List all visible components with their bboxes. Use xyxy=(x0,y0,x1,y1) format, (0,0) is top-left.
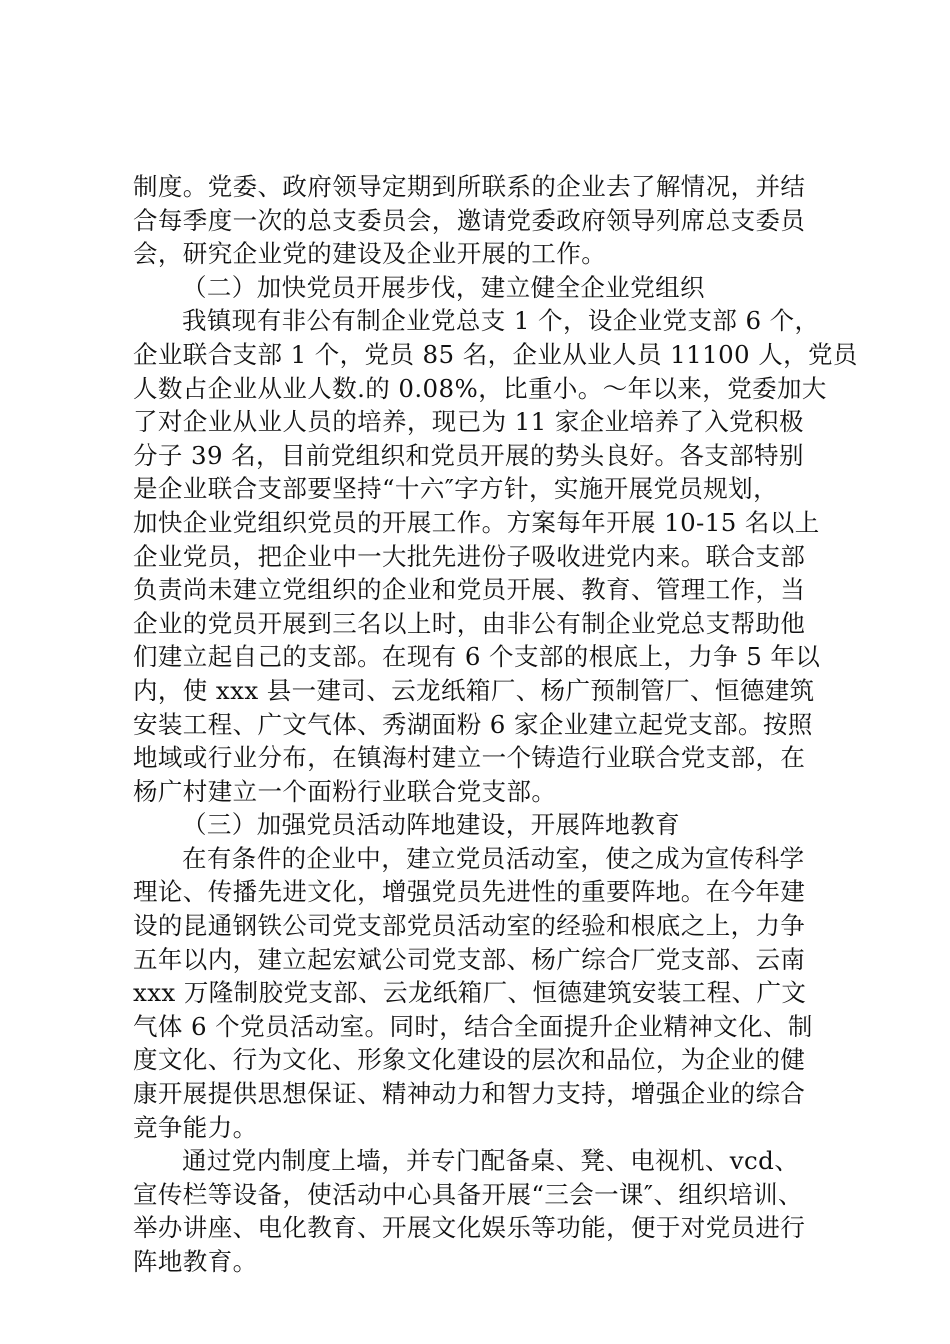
text-line: 会，研究企业党的建设及企业开展的工作。 xyxy=(133,239,607,269)
text-line: 五年以内，建立起宏斌公司党支部、杨广综合厂党支部、云南 xyxy=(133,944,806,974)
text-line: 负责尚未建立党组织的企业和党员开展、教育、管理工作，当 xyxy=(133,575,806,605)
text-line: （二）加快党员开展步伐，建立健全企业党组织 xyxy=(182,272,705,302)
text-line: 举办讲座、电化教育、开展文化娱乐等功能，便于对党员进行 xyxy=(133,1213,806,1243)
text-line: 内，使 xxx 县一建司、云龙纸箱厂、杨广预制管厂、恒德建筑 xyxy=(133,675,815,705)
text-line: 设的昆通钢铁公司党支部党员活动室的经验和根底之上，力争 xyxy=(133,911,806,941)
text-line: 宣传栏等设备，使活动中心具备开展“三会一课″、组织培训、 xyxy=(133,1179,803,1209)
text-line: 企业的党员开展到三名以上时，由非公有制企业党总支帮助他 xyxy=(133,608,806,638)
text-line: 气体 6 个党员活动室。同时，结合全面提升企业精神文化、制 xyxy=(133,1011,813,1041)
text-line: 竞争能力。 xyxy=(133,1112,258,1142)
text-line: 安装工程、广文气体、秀湖面粉 6 家企业建立起党支部。按照 xyxy=(133,709,813,739)
text-line: 人数占企业从业人数.的 0.08%，比重小。～年以来，党委加大 xyxy=(133,373,827,403)
text-line: 合每季度一次的总支委员会，邀请党委政府领导列席总支委员 xyxy=(133,205,806,235)
text-line: 康开展提供思想保证、精神动力和智力支持，增强企业的综合 xyxy=(133,1079,806,1109)
text-line: 企业联合支部 1 个，党员 85 名，企业从业人员 11100 人，党员 xyxy=(133,339,858,369)
text-line: 分子 39 名，目前党组织和党员开展的势头良好。各支部特别 xyxy=(133,440,804,470)
text-line: xxx 万隆制胶党支部、云龙纸箱厂、恒德建筑安装工程、广文 xyxy=(133,978,807,1008)
text-line: 地域或行业分布，在镇海村建立一个铸造行业联合党支部，在 xyxy=(133,743,806,773)
text-line: 度文化、行为文化、形象文化建设的层次和品位，为企业的健 xyxy=(133,1045,806,1075)
document-body xyxy=(133,170,858,1279)
text-line: 加快企业党组织党员的开展工作。方案每年开展 10-15 名以上 xyxy=(133,507,820,537)
text-line: 企业党员，把企业中一大批先进份子吸收进党内来。联合支部 xyxy=(133,541,806,571)
text-line: （三）加强党员活动阵地建设，开展阵地教育 xyxy=(182,810,680,840)
text-line: 阵地教育。 xyxy=(133,1247,258,1276)
text-line: 在有条件的企业中，建立党员活动室，使之成为宣传科学 xyxy=(182,843,805,873)
text-line: 我镇现有非公有制企业党总支 1 个，设企业党支部 6 个， xyxy=(182,306,820,336)
text-line: 了对企业从业人员的培养，现已为 11 家企业培养了入党积极 xyxy=(133,407,804,437)
text-line: 杨广村建立一个面粉行业联合党支部。 xyxy=(133,776,557,806)
text-line: 制度。党委、政府领导定期到所联系的企业去了解情况，并结 xyxy=(133,172,806,201)
text-line: 们建立起自己的支部。在现有 6 个支部的根底上，力争 5 年以 xyxy=(133,642,821,672)
text-line: 理论、传播先进文化，增强党员先进性的重要阵地。在今年建 xyxy=(133,877,806,907)
text-line: 通过党内制度上墙，并专门配备桌、凳、电视机、vcd、 xyxy=(182,1146,800,1176)
text-line: 是企业联合支部要坚持“十六″字方针，实施开展党员规划， xyxy=(133,474,778,504)
